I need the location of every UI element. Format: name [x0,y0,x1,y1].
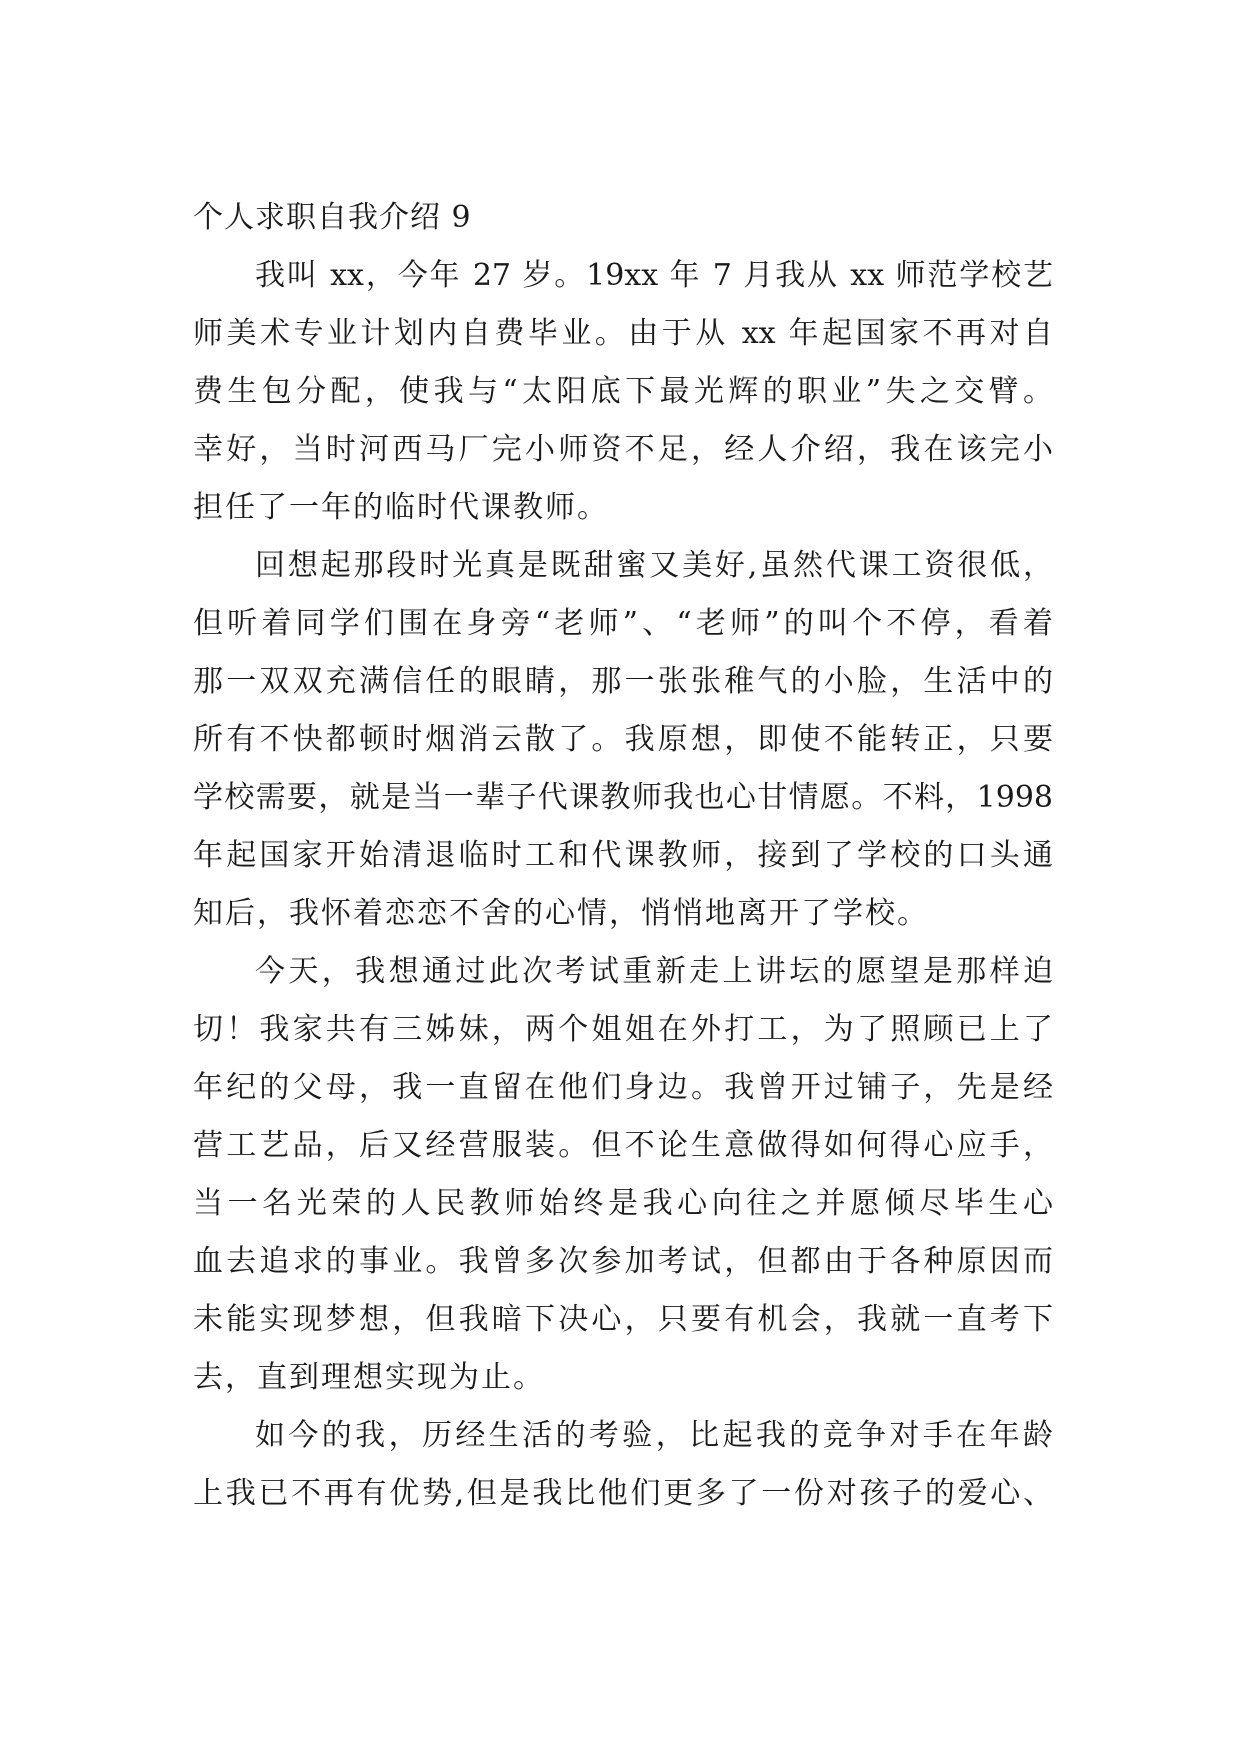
paragraph-3-line-1: 今天，我想通过此次考试重新走上讲坛的愿望是那样迫 [255,954,1053,989]
paragraph-2-line-1: 回想起那段时光真是既甜蜜又美好,虽然代课工资很低， [255,548,1053,583]
paragraph-4-line-1: 如今的我，历经生活的考验，比起我的竞争对手在年龄 [255,1418,1053,1453]
paragraph-1-line-1: 我叫 xx，今年 27 岁。19xx 年 7 月我从 xx 师范学校艺 [255,258,1053,293]
paragraph-3-line-8: 去，直到理想实现为止。 [193,1360,545,1395]
paragraph-3-line-5: 当一名光荣的人民教师始终是我心向往之并愿倾尽毕生心 [193,1186,1053,1221]
paragraph-3-line-4: 营工艺品，后又经营服装。但不论生意做得如何得心应手， [193,1128,1053,1163]
paragraph-3-line-6: 血去追求的事业。我曾多次参加考试，但都由于各种原因而 [193,1244,1053,1279]
paragraph-2-line-3: 那一双双充满信任的眼睛，那一张张稚气的小脸，生活中的 [193,664,1053,699]
paragraph-2-line-7: 知后，我怀着恋恋不舍的心情，悄悄地离开了学校。 [193,896,929,931]
paragraph-1-line-2: 师美术专业计划内自费毕业。由于从 xx 年起国家不再对自 [193,316,1053,351]
paragraph-3-line-3: 年纪的父母，我一直留在他们身边。我曾开过铺子，先是经 [193,1070,1053,1105]
paragraph-2-line-2: 但听着同学们围在身旁“老师”、“老师”的叫个不停，看着 [193,606,1053,641]
paragraph-4-line-2: 上我已不再有优势,但是我比他们更多了一份对孩子的爱心、 [193,1476,1053,1511]
paragraph-3-line-2: 切！我家共有三姊妹，两个姐姐在外打工，为了照顾已上了 [193,1012,1053,1047]
paragraph-2-line-6: 年起国家开始清退临时工和代课教师，接到了学校的口头通 [193,838,1053,873]
document-title: 个人求职自我介绍 9 [193,200,472,235]
paragraph-1-line-4: 幸好，当时河西马厂完小师资不足，经人介绍，我在该完小 [193,432,1053,467]
paragraph-3-line-7: 未能实现梦想，但我暗下决心，只要有机会，我就一直考下 [193,1302,1053,1337]
paragraph-1-line-5: 担任了一年的临时代课教师。 [193,490,609,525]
paragraph-1-line-3: 费生包分配，使我与“太阳底下最光辉的职业”失之交臂。 [193,374,1053,409]
paragraph-2-line-4: 所有不快都顿时烟消云散了。我原想，即使不能转正，只要 [193,722,1053,757]
paragraph-2-line-5: 学校需要，就是当一辈子代课教师我也心甘情愿。不料，1998 [193,780,1053,815]
